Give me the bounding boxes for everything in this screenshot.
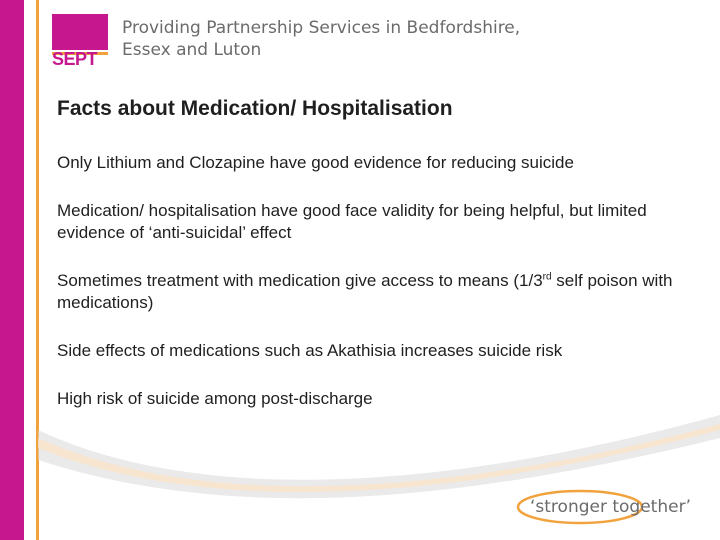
bullet-item: [57, 270, 707, 314]
header-line-1: Providing Partnership Services in Bedfordshire,: [122, 18, 521, 38]
bullet-superscript: rd: [542, 271, 552, 283]
header-line-2: Essex and Luton: [122, 40, 262, 60]
bullet-item: Medication/ hospitalisation have good face validity for being helpful, but limited evidence of ‘anti-suicidal’ effect: [57, 201, 647, 242]
bullet-item: Side effects of medications such as Akathisia increases suicide risk: [57, 341, 563, 360]
sept-logo: [52, 14, 108, 69]
bullet-text-part: self poison with medications): [57, 271, 673, 312]
bullet-list: [57, 152, 707, 436]
logo-magenta-block: [52, 14, 108, 50]
header-strapline: [122, 17, 520, 61]
bullet-item: High risk of suicide among post-discharge: [57, 389, 373, 408]
bullet-item: Only Lithium and Clozapine have good evidence for reducing suicide: [57, 153, 574, 172]
stronger-together-tagline: [510, 483, 710, 527]
logo-text: SEPT: [52, 49, 98, 69]
slide-title: Facts about Medication/ Hospitalisation: [57, 97, 453, 120]
bullet-text-part: Sometimes treatment with medication give access to means (1/3: [57, 271, 543, 290]
left-accent-bar: [0, 0, 24, 540]
tagline-text: ‘stronger together’: [530, 497, 691, 517]
